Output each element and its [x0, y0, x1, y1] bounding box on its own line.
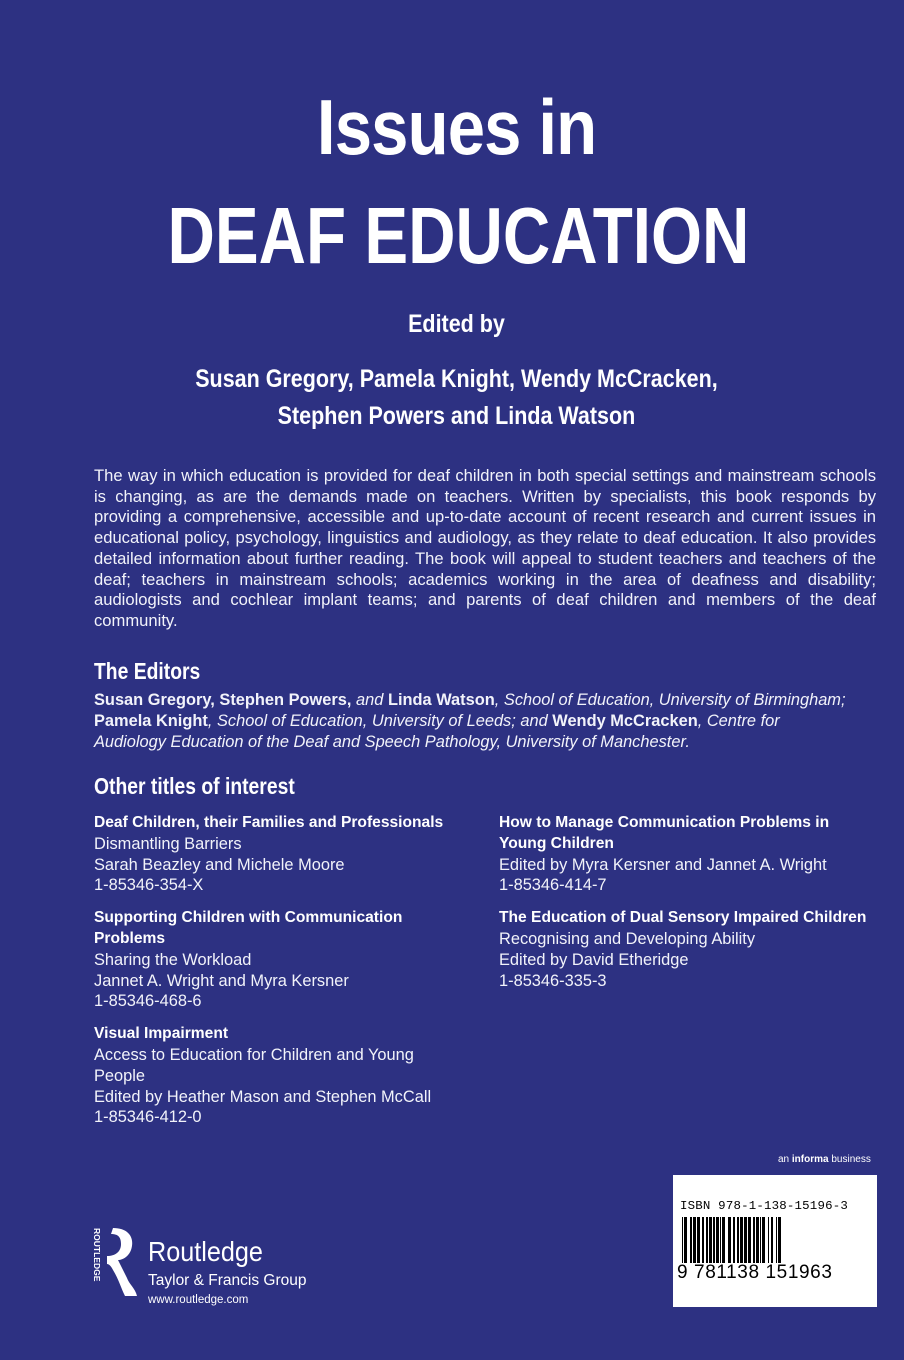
editor-affiliation-2: , School of Education, University of Leeds; and — [207, 712, 553, 730]
book-detail-line: Edited by Myra Kersner and Jannet A. Wright — [499, 855, 827, 874]
routledge-logo-icon — [91, 1226, 139, 1298]
book-detail-line: Dismantling Barriers — [94, 834, 242, 853]
book-entry — [499, 813, 879, 896]
barcode-bar — [720, 1217, 721, 1263]
barcode-bar — [702, 1217, 704, 1263]
barcode-bar — [760, 1217, 761, 1263]
book-detail-line: 1-85346-414-7 — [499, 876, 607, 895]
editors-affiliations — [94, 690, 854, 753]
editor-affiliation-1: , School of Education, University of Birmingham; — [494, 691, 846, 709]
book-detail-line: Edited by Heather Mason and Stephen McCall — [94, 1087, 432, 1106]
title-line-1: Issues in — [316, 83, 597, 171]
edited-by-label: Edited by — [408, 310, 505, 338]
barcode-bar — [756, 1217, 759, 1263]
barcode-bar — [697, 1217, 700, 1263]
other-titles-heading: Other titles of interest — [94, 773, 295, 799]
barcode-bar — [733, 1217, 735, 1263]
editor-names-a: Susan Gregory, Stephen Powers, — [94, 691, 352, 709]
book-entry — [94, 813, 466, 896]
editor-names-c: Pamela Knight — [94, 712, 208, 730]
barcode-bars — [680, 1217, 870, 1265]
barcode-bar — [768, 1217, 769, 1263]
editor-names-b: Linda Watson — [387, 691, 495, 709]
book-detail-line: Edited by David Etheridge — [499, 950, 689, 969]
book-entry — [94, 1024, 466, 1128]
publisher-website: www.routledge.com — [148, 1294, 249, 1306]
barcode-bar — [682, 1217, 683, 1263]
barcode-bar — [716, 1217, 719, 1263]
book-detail-line: 1-85346-412-0 — [94, 1108, 202, 1127]
other-titles-left-column — [94, 813, 466, 1140]
other-titles-right-column — [499, 813, 879, 1003]
barcode-bar — [776, 1217, 777, 1263]
book-title: Supporting Children with Communication Problems — [94, 909, 403, 947]
barcode-bar — [684, 1217, 687, 1263]
barcode-bar — [737, 1217, 739, 1263]
publisher-group: Taylor & Francis Group — [148, 1272, 307, 1289]
barcode-bar — [771, 1217, 773, 1263]
barcode-bar — [778, 1217, 781, 1263]
book-entry — [94, 908, 466, 1012]
editors-names-line-1: Susan Gregory, Pamela Knight, Wendy McCracken, — [195, 365, 718, 393]
informa-tagline: an informa business — [778, 1154, 871, 1165]
book-description: The way in which education is provided for deaf children in both special settings and mainstream schools is changing, as are the demands made on teachers. Written by specialists, this book responds by providing a comprehensive, accessible and up-to-date account of recent research and current issues in educational policy, psychology, linguistics and audiology, as they relate to deaf education. It also provides detailed information about further reading. The book will appeal to student teachers and teachers of the deaf; teachers in mainstream schools; academics working in the area of deafness and disability; audiologists and cochlear implant teams; and parents of deaf children and members of the deaf community. — [94, 466, 876, 630]
book-detail-line: 1-85346-335-3 — [499, 971, 607, 990]
book-entry — [499, 908, 879, 991]
editor-and: and — [351, 691, 388, 709]
book-title: Deaf Children, their Families and Professionals — [94, 814, 444, 831]
editors-heading: The Editors — [94, 658, 201, 684]
editors-names-line-2: Stephen Powers and Linda Watson — [277, 402, 636, 430]
barcode-bar — [740, 1217, 743, 1263]
barcode-bar — [753, 1217, 755, 1263]
barcode-panel — [673, 1175, 877, 1307]
book-title: Visual Impairment — [94, 1025, 229, 1043]
barcode-bar — [709, 1217, 712, 1263]
barcode-bar — [713, 1217, 715, 1263]
isbn-label: ISBN 978-1-138-15196-3 — [680, 1199, 848, 1213]
barcode-bar — [744, 1217, 747, 1263]
barcode-bar — [706, 1217, 708, 1263]
book-detail-line: Jannet A. Wright and Myra Kersner — [94, 971, 349, 990]
editor-affiliation-3: , Centre for Audiology Education of the Deaf and Speech Pathology, University of Manchester. — [94, 712, 780, 751]
book-detail-line: Recognising and Developing Ability — [499, 929, 756, 948]
book-detail-line: Sarah Beazley and Michele Moore — [94, 855, 345, 874]
book-detail-line: Sharing the Workload — [94, 950, 252, 969]
publisher-name: Routledge — [148, 1236, 263, 1267]
editor-names-d: Wendy McCracken — [552, 712, 698, 730]
barcode-bar — [762, 1217, 765, 1263]
title-line-2: DEAF EDUCATION — [167, 191, 750, 280]
barcode-bar — [722, 1217, 725, 1263]
barcode-bar — [748, 1217, 751, 1263]
barcode-bar — [728, 1217, 731, 1263]
book-title: How to Manage Communication Problems in Young Children — [499, 814, 830, 852]
book-detail-line: 1-85346-354-X — [94, 876, 204, 895]
barcode-bar — [693, 1217, 696, 1263]
book-title: The Education of Dual Sensory Impaired Children — [499, 909, 867, 927]
book-detail-line: Access to Education for Children and Young People — [94, 1045, 414, 1085]
barcode-digits: 9 781138 151963 — [677, 1262, 833, 1283]
barcode-bar — [690, 1217, 692, 1263]
book-detail-line: 1-85346-468-6 — [94, 992, 202, 1011]
routledge-vertical-text: ROUTLEDGE — [92, 1228, 102, 1282]
